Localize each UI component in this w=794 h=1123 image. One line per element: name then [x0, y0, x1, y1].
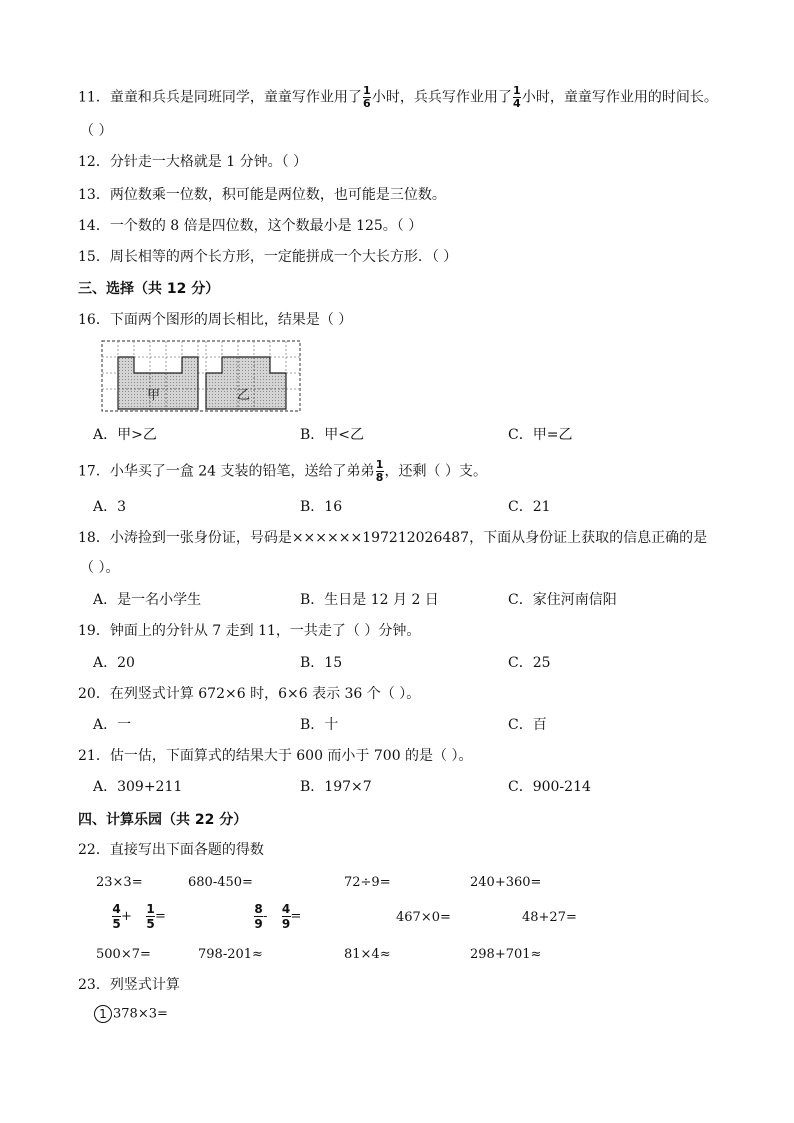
q19-option-b[interactable]: B．15 — [300, 655, 343, 671]
question-16: 16．下面两个图形的周长相比，结果是（ ） — [78, 312, 353, 328]
q20-option-b[interactable]: B．十 — [300, 717, 339, 733]
fraction-1-6: $\frac{1}{6}$ — [363, 84, 371, 110]
label-yi: 乙 — [237, 388, 251, 403]
calc-item: 72÷9= — [344, 875, 391, 890]
question-19: 19．钟面上的分针从 7 走到 11，一共走了（ ）分钟。 — [78, 623, 421, 639]
calc-item: 240+360= — [470, 875, 542, 890]
perimeter-figure — [101, 340, 301, 416]
question-17: 17．小华买了一盒 24 支装的铅笔，送给了弟弟 $\frac{1}{8}$ ，还剩（ ）支。 — [78, 458, 487, 484]
fraction-1-8: $\frac{1}{8}$ — [375, 458, 384, 484]
q21-option-a[interactable]: A．309+211 — [93, 779, 183, 795]
q18-option-b[interactable]: B．生日是 12 月 2 日 — [300, 592, 439, 608]
calc-item: 500×7= — [96, 947, 151, 962]
q16-option-a[interactable]: A．甲>乙 — [93, 427, 157, 443]
circled-number: 1 — [94, 1005, 112, 1023]
question-18: 18．小涛捡到一张身份证，号码是××××××197212026487，下面从身份证上获取的信息正确的是 — [78, 530, 708, 546]
question-20: 20．在列竖式计算 672×6 时，6×6 表示 36 个（ ）。 — [78, 686, 421, 702]
q21-option-c[interactable]: C．900-214 — [508, 779, 591, 795]
q17-option-b[interactable]: B．16 — [300, 499, 343, 515]
q17-option-a[interactable]: A．3 — [93, 499, 127, 515]
question-21: 21．估一估，下面算式的结果大于 600 而小于 700 的是（ ）。 — [78, 748, 473, 764]
question-22: 22．直接写出下面各题的得数 — [78, 842, 264, 858]
question-23: 23．列竖式计算 — [78, 977, 180, 993]
q18-option-c[interactable]: C．家住河南信阳 — [508, 592, 617, 608]
q19-option-a[interactable]: A．20 — [93, 655, 135, 671]
q17-option-c[interactable]: C．21 — [508, 499, 551, 515]
calc-item: 23×3= — [96, 875, 143, 890]
calc-fraction-add: $\frac{4}{5}$ + $\frac{1}{5}$ = — [112, 902, 166, 931]
question-14: 14．一个数的 8 倍是四位数，这个数最小是 125。（ ） — [78, 218, 423, 234]
calc-item: 798-201≈ — [198, 947, 263, 962]
question-11-blank: （ ） — [80, 123, 113, 139]
q20-option-c[interactable]: C．百 — [508, 717, 547, 733]
calc-item: 81×4≈ — [344, 947, 391, 962]
label-jia: 甲 — [147, 388, 161, 403]
calc-item: 467×0= — [396, 910, 451, 925]
fraction-1-4: $\frac{1}{4}$ — [513, 84, 521, 110]
calc-fraction-sub: $\frac{8}{9}$ - $\frac{4}{9}$ = — [254, 902, 302, 931]
question-11: 11．童童和兵兵是同班同学，童童写作业用了 $\frac{1}{6}$ 小时，兵兵写作业用了 $\frac{1}{4}$ 小时，童童写作业用的时间长。 — [78, 84, 718, 110]
question-18-blank: （ ）。 — [80, 560, 120, 576]
q20-option-a[interactable]: A．一 — [93, 717, 132, 733]
section-4-heading: 四、计算乐园（共 22 分） — [78, 812, 248, 828]
q16-option-b[interactable]: B．甲<乙 — [300, 427, 365, 443]
q19-option-c[interactable]: C．25 — [508, 655, 551, 671]
section-3-heading: 三、选择（共 12 分） — [78, 281, 220, 297]
calc-item: 48+27= — [522, 910, 577, 925]
q23-item-1: 1 378×3= — [94, 1005, 168, 1024]
calc-item: 680-450= — [188, 875, 253, 890]
question-15: 15．周长相等的两个长方形，一定能拼成一个大长方形．（ ） — [78, 249, 458, 265]
q21-option-b[interactable]: B．197×7 — [300, 779, 372, 795]
q18-option-a[interactable]: A．是一名小学生 — [93, 592, 202, 608]
q16-option-c[interactable]: C．甲=乙 — [508, 427, 573, 443]
question-12: 12．分针走一大格就是 1 分钟。（ ） — [78, 154, 308, 170]
calc-item: 298+701≈ — [470, 947, 542, 962]
question-13: 13．两位数乘一位数，积可能是两位数，也可能是三位数。 — [78, 187, 446, 203]
